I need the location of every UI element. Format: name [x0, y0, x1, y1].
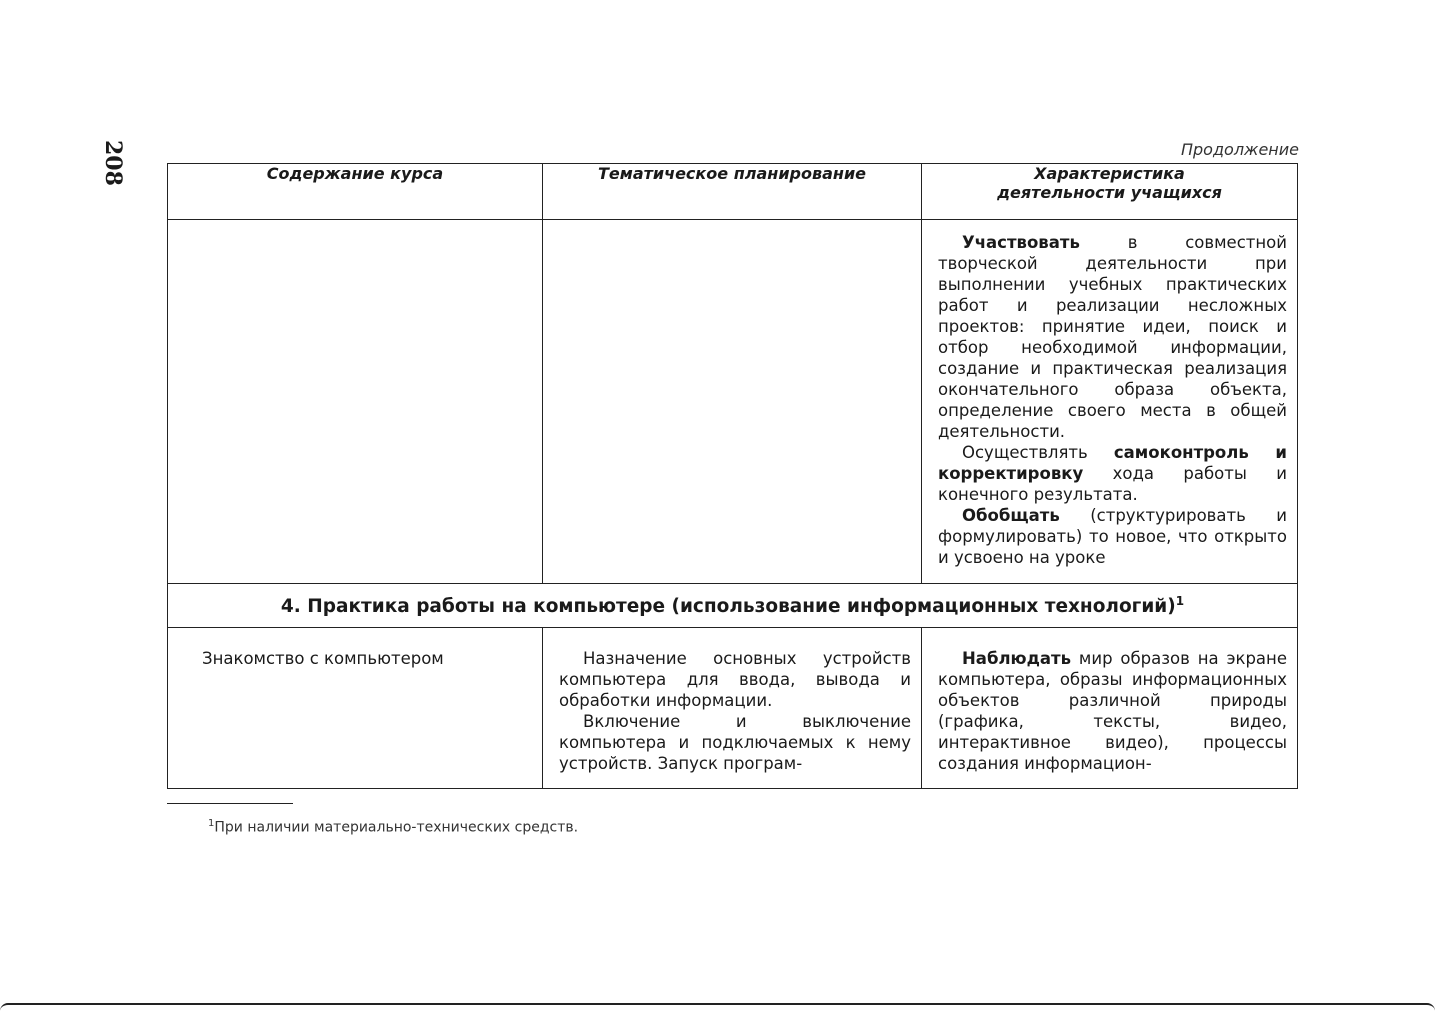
cell-student-activity — [922, 628, 1298, 789]
footnote-mark: 1 — [208, 818, 215, 829]
header-course-content: Содержание курса — [168, 164, 543, 220]
planning-text — [543, 628, 921, 774]
planning-paragraph: Включение и выключение компьютера и подключаемых к нему устройств. Запуск програм- — [559, 712, 911, 773]
footnote — [208, 818, 578, 836]
cell-thematic-planning — [543, 628, 922, 789]
bold-term: Наблюдать — [962, 649, 1072, 668]
activity-text — [922, 628, 1297, 774]
section-title — [168, 584, 1298, 628]
cell-student-activity — [922, 220, 1298, 584]
activity-text — [922, 220, 1297, 568]
footnote-text: При наличии материально-технических средств. — [214, 819, 579, 836]
table-row — [168, 220, 1298, 584]
paragraph-text: в совместной творческой деятельности при выполнении учебных практических работ и реализации несложных проектов: принятие идеи, поиск и отбор необходимой информации, создание и практическая реализация окончательного образа объекта, определение своего места в общей деятельности. — [938, 233, 1287, 441]
activity-paragraph — [938, 505, 1287, 568]
table-row — [168, 628, 1298, 789]
continuation-label: Продолжение — [1180, 140, 1299, 159]
bold-term: самоконтроль и корректировку — [938, 443, 1287, 483]
bold-term: Участвовать — [962, 233, 1080, 252]
section-title-text: 4. Практика работы на компьютере (использование информационных технологий) — [280, 596, 1176, 618]
page-bottom-edge — [0, 1003, 1435, 1011]
paragraph-text: (структурировать и формулировать) то новое, что открыто и усвоено на уроке — [938, 506, 1287, 567]
planning-paragraph: Назначение основных устройств компьютера для ввода, вывода и обработки информации. — [559, 649, 911, 710]
curriculum-table — [167, 163, 1298, 789]
page-number: 208 — [100, 140, 126, 186]
cell-thematic-planning — [543, 220, 922, 584]
paragraph-text: мир образов на экране компьютера, образы информационных объектов различной природы (графика, тексты, видео, интерактивное видео), процессы создания информацион- — [938, 649, 1287, 773]
paragraph-text: Осуществлять — [962, 443, 1114, 462]
footnote-mark: 1 — [1175, 593, 1185, 608]
section-row — [168, 584, 1298, 628]
header-student-activity — [922, 164, 1298, 220]
cell-course-content — [168, 220, 543, 584]
header-thematic-planning: Тематическое планирование — [543, 164, 922, 220]
table-header-row — [168, 164, 1298, 220]
paragraph-text: хода работы и конечного результата. — [938, 464, 1287, 504]
activity-paragraph — [938, 648, 1287, 774]
header-student-activity-text: Характеристика деятельности учащихся — [997, 164, 1222, 202]
activity-paragraph — [938, 232, 1287, 442]
cell-course-content — [168, 628, 543, 789]
bold-term: Обобщать — [962, 506, 1060, 525]
topic-text: Знакомство с компьютером — [202, 649, 444, 668]
footnote-divider — [167, 803, 293, 804]
activity-paragraph — [938, 442, 1287, 505]
